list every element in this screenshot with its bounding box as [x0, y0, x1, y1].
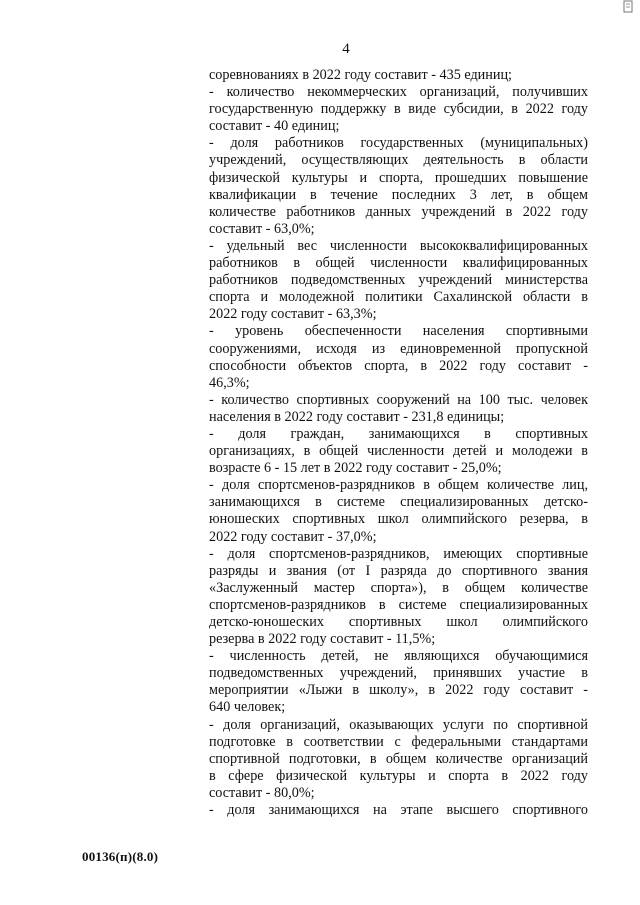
text-line: - численность детей, не являющихся обучающимися — [209, 648, 588, 665]
text-line: учреждений, осуществляющих деятельность в области — [209, 152, 588, 169]
text-line: организациях, в общей численности детей и молодежи в — [209, 443, 588, 460]
text-line: - количество некоммерческих организаций, получивших — [209, 84, 588, 101]
text-line: детско-юношеских спортивных школ олимпийского — [209, 614, 588, 630]
text-line: «Заслуженный мастер спорта»), в общем количестве — [209, 579, 588, 596]
text-line: 2022 году составит - 37,0%; — [209, 528, 377, 545]
scan-corner-mark-icon — [622, 0, 634, 14]
document-body-text — [209, 67, 588, 819]
text-line: населения в 2022 году составит - 231,8 единицы; — [209, 408, 505, 425]
text-line: занимающихся в системе специализированных детско- — [209, 494, 588, 511]
text-line: работников подведомственных учреждений министерства — [209, 272, 588, 289]
text-line: юношеских спортивных школ олимпийского резерва, в — [209, 511, 588, 528]
text-line: в сфере физической культуры и спорта в 2022 году — [209, 767, 588, 784]
text-line: - количество спортивных сооружений на 100 тыс. человек — [209, 391, 588, 408]
text-line: возрасте 6 - 15 лет в 2022 году составит - 25,0%; — [209, 460, 502, 477]
text-line: подведомственных учреждений, принявших участие в — [209, 665, 588, 682]
text-line: количестве работников данных учреждений в 2022 году — [209, 203, 588, 220]
text-line: соревнованиях в 2022 году составит - 435 единиц; — [209, 67, 512, 83]
text-line: работников в общей численности квалифицированных — [209, 255, 588, 272]
text-line: спортивной подготовки, в общем количестве организаций — [209, 750, 588, 767]
text-line: способности объектов спорта, в 2022 году составит - — [209, 357, 588, 374]
text-line: 2022 году составит - 63,3%; — [209, 306, 377, 323]
text-line: - доля организаций, оказывающих услуги по спортивной — [209, 716, 588, 733]
text-line: - доля занимающихся на этапе высшего спортивного — [209, 802, 588, 819]
text-line: государственную поддержку в виде субсидии, в 2022 году — [209, 101, 588, 118]
text-line: спортсменов-разрядников в системе специализированных — [209, 596, 588, 613]
text-line: - доля спортсменов-разрядников, имеющих спортивные — [209, 545, 588, 562]
text-line: физической культуры и спорта, прошедших повышение — [209, 169, 588, 186]
text-line: сооружениями, исходя из единовременной пропускной — [209, 340, 588, 357]
text-line: - уровень обеспеченности населения спортивными — [209, 323, 588, 340]
text-line: составит - 40 единиц; — [209, 118, 340, 135]
text-line: - удельный вес численности высококвалифицированных — [209, 237, 588, 254]
text-line: 46,3%; — [209, 374, 250, 391]
text-line: разряды и звания (от I разряда до спортивного звания — [209, 562, 588, 579]
text-line: мероприятии «Лыжи в школу», в 2022 году составит - — [209, 682, 588, 699]
text-line: - доля спортсменов-разрядников в общем количестве лиц, — [209, 477, 588, 494]
text-line: составит - 80,0%; — [209, 784, 315, 801]
text-line: - доля работников государственных (муниципальных) — [209, 135, 588, 152]
text-line: резерва в 2022 году составит - 11,5%; — [209, 631, 436, 648]
text-line: квалификации в течение последних 3 лет, в общем — [209, 186, 588, 203]
text-line: спорта и молодежной политики Сахалинской области в — [209, 289, 588, 306]
text-line: подготовке в соответствии с федеральными стандартами — [209, 733, 588, 750]
document-footer-code: 00136(п)(8.0) — [82, 849, 159, 864]
text-line: составит - 63,0%; — [209, 220, 315, 237]
page-number: 4 — [342, 41, 350, 57]
text-line: - доля граждан, занимающихся в спортивных — [209, 425, 588, 442]
text-line: 640 человек; — [209, 699, 286, 716]
